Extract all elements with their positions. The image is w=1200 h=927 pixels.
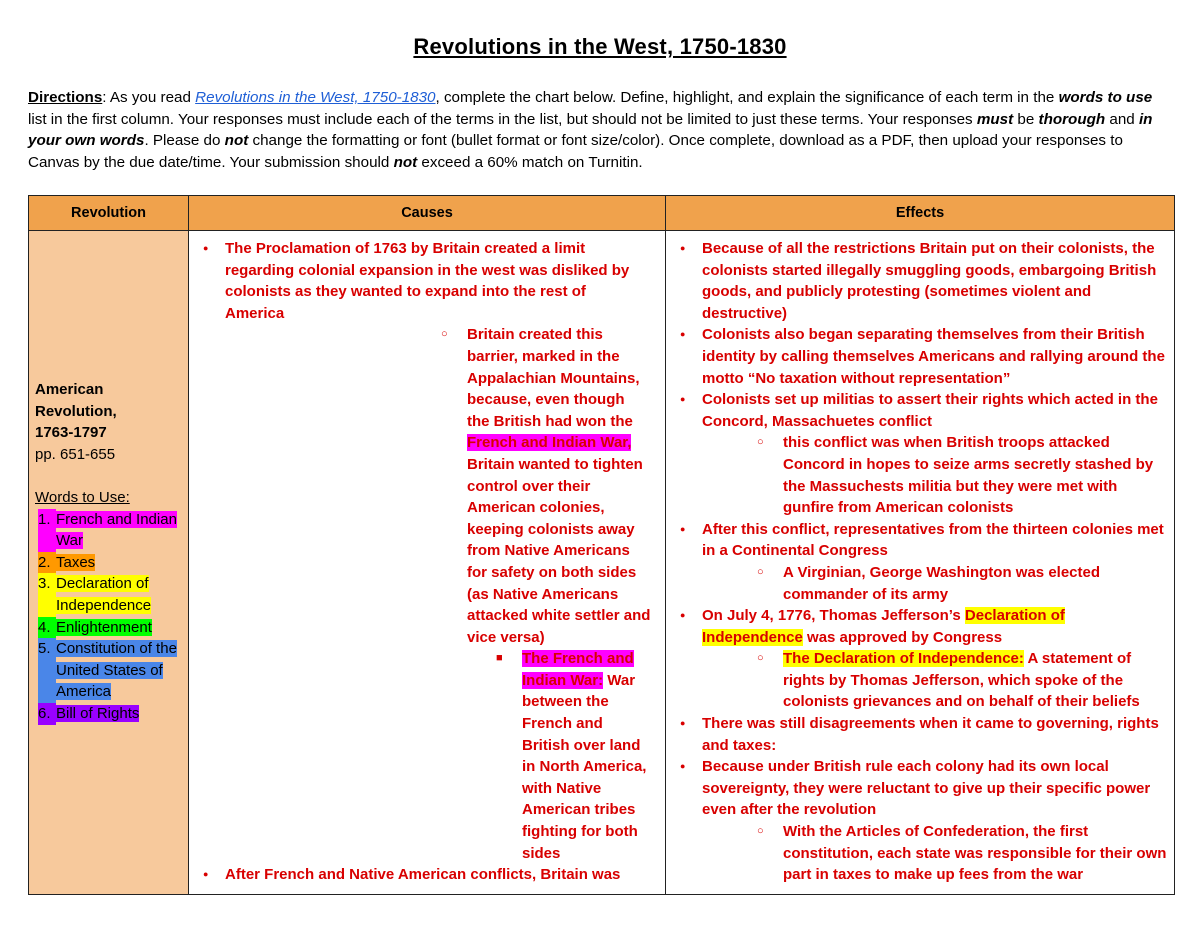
- directions-text: , complete the chart below. Define, highlight, and explain the significance of each term in the: [435, 89, 1059, 106]
- revolution-years: 1763-1797: [35, 424, 107, 442]
- word-item: [38, 703, 182, 725]
- directions-text: change the formatting or font (bullet format or font size/color). Once complete, download as a PDF, then upload your responses to Canvas by the due date/time. Your submission should: [28, 132, 1123, 171]
- word-number: 1.: [38, 509, 56, 552]
- directions-text: . Please do: [144, 132, 225, 149]
- directions-text: and: [1105, 110, 1139, 128]
- header-causes: Causes: [189, 196, 666, 231]
- directions-emphasis: must: [976, 110, 1014, 128]
- cause-bullet: ● After French and Native American conflicts, Britain was: [189, 864, 645, 886]
- effect-text: On July 4, 1776, Thomas Jefferson’s: [702, 607, 965, 625]
- highlight-declaration: Declaration of Independence: [702, 607, 1065, 646]
- effect-bullet: ● After this conflict, representatives from the thirteen colonies met in a Continental Congress: [666, 519, 1168, 562]
- word-number: 2.: [38, 552, 56, 574]
- directions-emphasis: words to use: [1058, 89, 1153, 106]
- header-effects: Effects: [666, 196, 1175, 231]
- directions-text: exceed a 60% match on Turnitin.: [417, 153, 643, 171]
- causes-cell: [189, 231, 666, 895]
- cause-sub-sub-bullet: [522, 648, 651, 864]
- word-number: 3.: [38, 573, 56, 616]
- word-item: [38, 638, 182, 703]
- directions-label: Directions: [28, 89, 103, 106]
- effect-bullet: [666, 605, 1168, 648]
- cause-bullet: ● The Proclamation of 1763 by Britain created a limit regarding colonial expansion in the west was disliked by colonists as they wanted to expand into the rest of America: [189, 238, 645, 324]
- word-term: Enlightenment: [56, 618, 152, 636]
- effect-sub-bullet: ○ A Virginian, George Washington was elected commander of its army: [783, 562, 1168, 605]
- cause-sub-bullet: [467, 324, 651, 648]
- reading-link[interactable]: Revolutions in the West, 1750-1830: [195, 89, 436, 106]
- word-item: [38, 552, 182, 574]
- revolution-chart: [28, 195, 1175, 895]
- effect-bullet: ● Because under British rule each colony had its own local sovereignty, they were reluctant to give up their specific power even after the revolution: [666, 756, 1168, 821]
- cause-text: Britain created this barrier, marked in the Appalachian Mountains, because, even though the British had won the: [467, 326, 640, 430]
- directions-text: : As you read: [102, 89, 196, 106]
- directions-paragraph: [28, 87, 1173, 173]
- directions-text: be: [1013, 110, 1039, 128]
- word-item: [38, 617, 182, 639]
- word-number: 4.: [38, 617, 56, 639]
- effect-sub-bullet: [783, 648, 1168, 713]
- word-term: Declaration of Independence: [56, 575, 152, 614]
- directions-emphasis: not: [393, 153, 418, 171]
- highlight-french-indian-war: The French and Indian War:: [522, 650, 634, 689]
- directions-emphasis: not: [224, 132, 249, 149]
- word-term: Taxes: [56, 553, 96, 571]
- revolution-cell: [29, 231, 189, 895]
- word-term: Bill of Rights: [56, 704, 140, 722]
- word-item: [38, 509, 182, 552]
- effect-text: A statement of rights by Thomas Jefferson, which spoke of the colonists grievances and on behalf of their beliefs: [783, 650, 1140, 711]
- effect-bullet: ● Colonists also began separating themselves from their British identity by calling themselves Americans and rallying around the motto “No taxation without representation”: [666, 324, 1168, 389]
- revolution-pages: pp. 651-655: [35, 445, 116, 463]
- directions-emphasis: thorough: [1038, 110, 1106, 128]
- word-term: Constitution of the United States of America: [56, 640, 177, 701]
- effect-bullet: ● Colonists set up militias to assert their rights which acted in the Concord, Massachuetes conflict: [666, 389, 1168, 432]
- directions-emphasis: in your own words: [28, 110, 1153, 149]
- effect-sub-bullet: ○ With the Articles of Confederation, the first constitution, each state was responsible for their own part in taxes to make up fees from the war: [783, 821, 1168, 886]
- header-revolution: Revolution: [29, 196, 189, 231]
- directions-text: list in the first column. Your responses must include each of the terms in the list, but should not be limited to just these terms. Your responses: [28, 110, 977, 128]
- revolution-name: [35, 379, 182, 444]
- word-number: 5.: [38, 638, 56, 703]
- page-title: Revolutions in the West, 1750-1830: [413, 34, 787, 59]
- word-item: [38, 573, 182, 616]
- revolution-name-line: Revolution,: [35, 402, 117, 420]
- word-number: 6.: [38, 703, 56, 725]
- highlight-french-indian-war: French and Indian War,: [467, 434, 632, 452]
- revolution-name-line: American: [35, 381, 104, 398]
- words-to-use-label: Words to Use:: [35, 488, 130, 506]
- effects-cell: [666, 231, 1175, 895]
- cause-text: Britain wanted to tighten control over their American colonies, keeping colonists away from Native Americans for safety on both sides (as Native Americans attacked white settler and vice versa): [467, 455, 651, 646]
- words-to-use-list: [35, 509, 182, 725]
- cause-text: War between the French and British over land in North America, with Native American tribes fighting for both sides: [522, 671, 647, 862]
- effect-sub-bullet: ○ this conflict was when British troops attacked Concord in hopes to seize arms secretly stashed by the Massuchests militia but they were met with gunfire from American colonists: [783, 432, 1168, 518]
- effect-bullet: ● Because of all the restrictions Britain put on their colonists, the colonists started illegally smuggling goods, embargoing British goods, and publicly protesting (sometimes violent and destructive): [666, 238, 1168, 324]
- effect-bullet: ● There was still disagreements when it came to governing, rights and taxes:: [666, 713, 1168, 756]
- chart-header-row: [29, 196, 1175, 231]
- effect-text: was approved by Congress: [802, 628, 1003, 646]
- chart-row-american-revolution: [29, 231, 1175, 895]
- highlight-declaration: The Declaration of Independence:: [783, 650, 1024, 668]
- word-term: French and Indian War: [56, 510, 177, 550]
